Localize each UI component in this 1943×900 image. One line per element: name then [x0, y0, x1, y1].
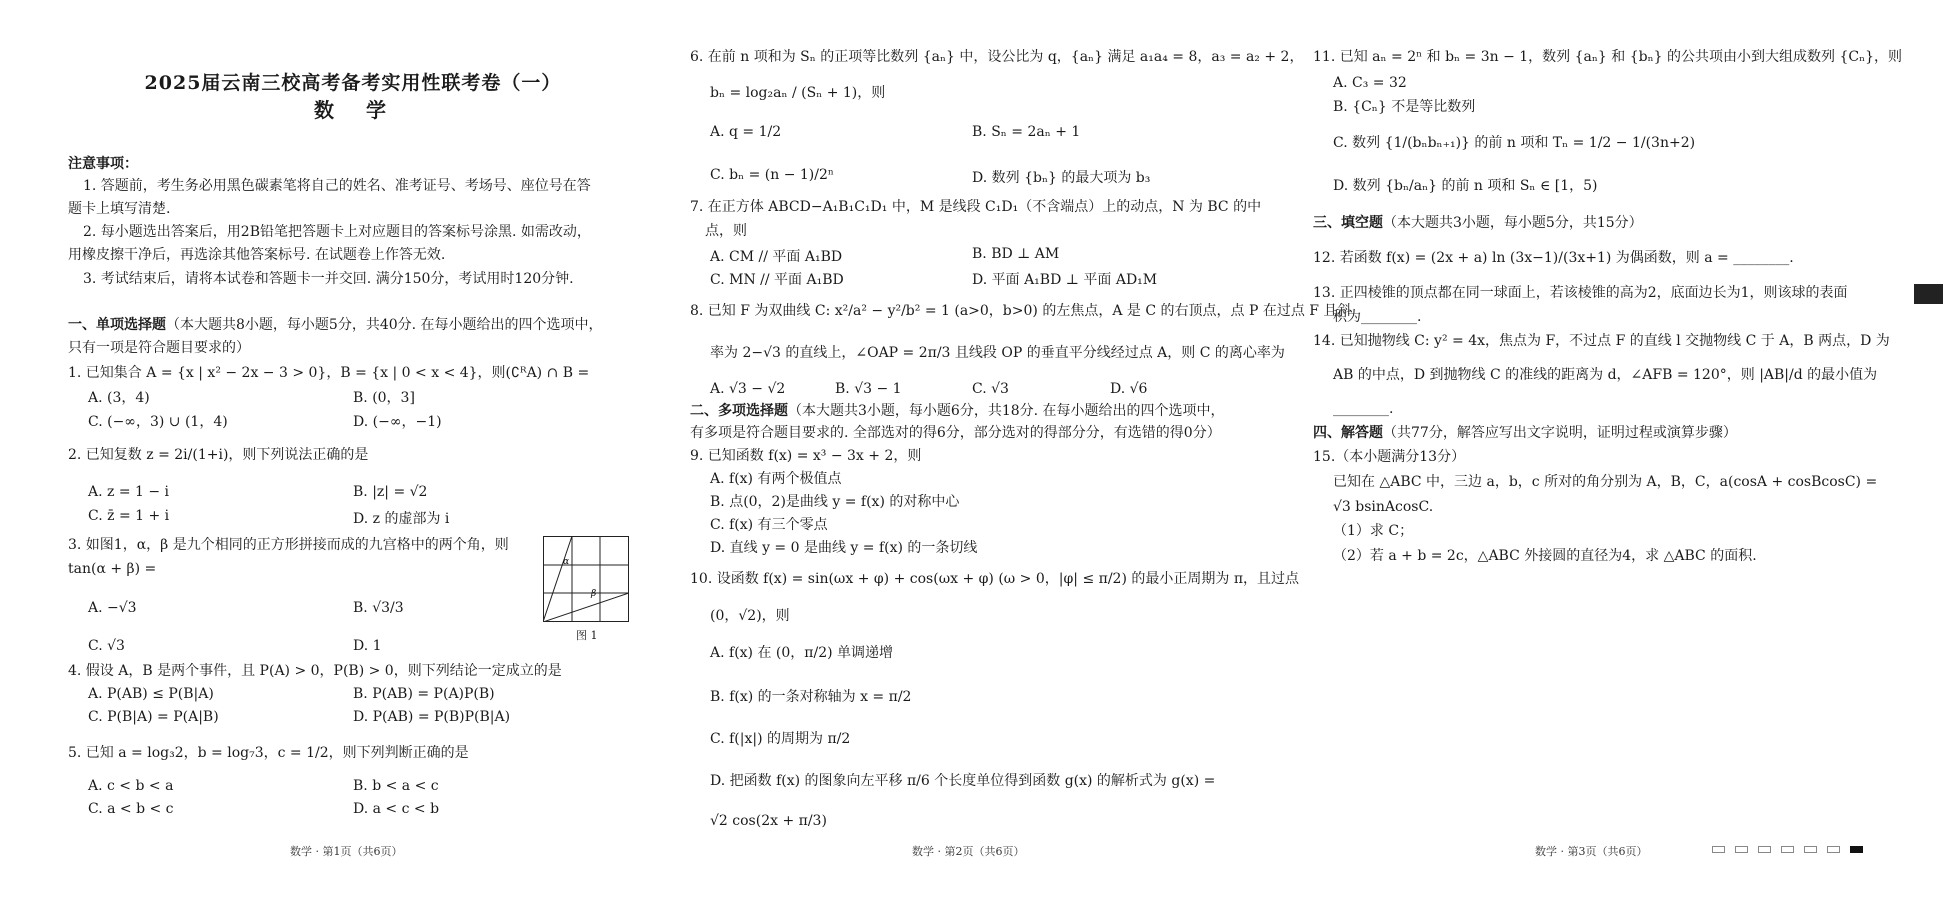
- q7-option-c: C. MN // 平面 A₁BD: [710, 272, 844, 288]
- question-15-line: √3 bsinAcosC.: [1333, 499, 1434, 515]
- question-3-stem-cont: tan(α + β) =: [68, 561, 157, 577]
- question-5-stem: 5. 已知 a = log₃2，b = log₇3，c = 1/2，则下列判断正确的是: [68, 745, 469, 761]
- q8-option-d: D. √6: [1110, 381, 1148, 397]
- q2-option-d: D. z 的虚部为 i: [353, 511, 450, 527]
- q8-option-a: A. √3 − √2: [710, 381, 786, 397]
- q2-option-c: C. z̄ = 1 + i: [88, 508, 170, 524]
- question-13-stem: 13. 正四棱锥的顶点都在同一球面上，若该棱锥的高为2，底面边长为1，则该球的表面: [1313, 285, 1848, 301]
- q9-option-b: B. 点(0，2)是曲线 y = f(x) 的对称中心: [710, 494, 960, 510]
- section-2-desc-cont: 有多项是符合题目要求的. 全部选对的得6分，部分选对的得部分分，有选错的得0分）: [690, 425, 1221, 441]
- question-14-stem: 14. 已知抛物线 C: y² = 4x，焦点为 F，不过点 F 的直线 l 交抛物线 C 于 A，B 两点，D 为: [1313, 333, 1890, 349]
- exam-subject: 数 学: [314, 98, 392, 122]
- section-4-heading: 四、解答题: [1313, 425, 1383, 441]
- page-indicator-dot[interactable]: [1781, 846, 1794, 853]
- q1-option-a: A. (3，4): [88, 390, 150, 406]
- beta-label: β: [591, 589, 597, 599]
- page-footer-3: 数学 · 第3页（共6页）: [1535, 845, 1648, 858]
- q6-option-d: D. 数列 {bₙ} 的最大项为 b₃: [972, 170, 1151, 186]
- page-indicator-dot[interactable]: [1735, 846, 1748, 853]
- question-14-stem-cont2: ________.: [1333, 401, 1394, 417]
- q8-option-c: C. √3: [972, 381, 1009, 397]
- section-1-header: [68, 316, 638, 335]
- section-2-desc: （本大题共3小题，每小题6分，共18分. 在每小题给出的四个选项中，: [788, 403, 1225, 419]
- q11-option-d: D. 数列 {bₙ/aₙ} 的前 n 项和 Sₙ ∈ [1，5): [1333, 178, 1598, 194]
- question-7-stem-cont: 点，则: [705, 223, 747, 239]
- q9-option-a: A. f(x) 有两个极值点: [710, 471, 842, 487]
- q1-option-c: C. (−∞，3) ∪ (1，4): [88, 414, 228, 430]
- q2-option-a: A. z = 1 − i: [88, 484, 170, 500]
- q10-option-d-cont: √2 cos(2x + π/3): [710, 813, 827, 829]
- q7-option-a: A. CM // 平面 A₁BD: [710, 249, 843, 265]
- q4-option-d: D. P(AB) = P(B)P(B|A): [353, 709, 511, 725]
- page-indicator-dot-active[interactable]: [1850, 846, 1863, 853]
- q4-option-a: A. P(AB) ≤ P(B|A): [88, 686, 214, 702]
- q11-option-a: A. C₃ = 32: [1333, 75, 1407, 91]
- q7-option-b: B. BD ⊥ AM: [972, 246, 1060, 262]
- question-15-part-1: （1）求 C；: [1333, 523, 1414, 539]
- q11-option-b: B. {Cₙ} 不是等比数列: [1333, 99, 1476, 115]
- page-footer-1: 数学 · 第1页（共6页）: [290, 845, 403, 858]
- q3-option-c: C. √3: [88, 638, 125, 654]
- q9-option-c: C. f(x) 有三个零点: [710, 517, 828, 533]
- notice-heading: 注意事项：: [68, 156, 138, 172]
- question-14-stem-cont: AB 的中点，D 到抛物线 C 的准线的距离为 d，∠AFB = 120°，则 |AB|/d 的最小值为: [1333, 367, 1878, 383]
- section-2-heading: 二、多项选择题: [690, 403, 788, 419]
- exam-title: 2025届云南三校高考备考实用性联考卷（一）: [144, 72, 562, 94]
- section-4-desc: （共77分，解答应写出文字说明，证明过程或演算步骤）: [1383, 425, 1737, 441]
- section-1-desc: （本大题共8小题，每小题5分，共40分. 在每小题给出的四个选项中，: [166, 317, 603, 333]
- page-indicator-dot[interactable]: [1827, 846, 1840, 853]
- q5-option-a: A. c < b < a: [88, 778, 174, 794]
- question-15-part-2: （2）若 a + b = 2c，△ABC 外接圆的直径为4，求 △ABC 的面积.: [1333, 548, 1757, 564]
- section-3-desc: （本大题共3小题，每小题5分，共15分）: [1383, 215, 1643, 231]
- question-6-stem-cont: bₙ = log₂aₙ / (Sₙ + 1)，则: [710, 85, 886, 101]
- question-6-stem: 6. 在前 n 项和为 Sₙ 的正项等比数列 {aₙ} 中，设公比为 q，{aₙ} 满足 a₁a₄ = 8，a₃ = a₂ + 2，: [690, 49, 1304, 65]
- notice-line: 1. 答题前，考生务必用黑色碳素笔将自己的姓名、准考证号、考场号、座位号在答: [83, 178, 591, 194]
- question-13-stem-cont: 积为________.: [1333, 309, 1422, 325]
- question-3-stem: 3. 如图1，α，β 是九个相同的正方形拼接而成的九宫格中的两个角，则: [68, 537, 509, 553]
- question-12-stem: 12. 若函数 f(x) = (2x + a) ln (3x−1)/(3x+1) 为偶函数，则 a = ________.: [1313, 250, 1794, 266]
- section-3-heading: 三、填空题: [1313, 215, 1383, 231]
- question-4-stem: 4. 假设 A，B 是两个事件，且 P(A) > 0，P(B) > 0，则下列结论一定成立的是: [68, 663, 562, 679]
- section-1-desc-cont: 只有一项是符合题目要求的）: [68, 340, 250, 356]
- question-2-stem: 2. 已知复数 z = 2i/(1+i)，则下列说法正确的是: [68, 447, 369, 463]
- q10-option-b: B. f(x) 的一条对称轴为 x = π/2: [710, 689, 912, 705]
- notice-line: 题卡上填写清楚.: [68, 201, 171, 217]
- q5-option-c: C. a < b < c: [88, 801, 174, 817]
- question-10-stem: 10. 设函数 f(x) = sin(ωx + φ) + cos(ωx + φ) (ω > 0，|φ| ≤ π/2) 的最小正周期为 π，且过点: [690, 571, 1300, 587]
- alpha-label: α: [563, 557, 570, 567]
- question-8-stem-cont: 率为 2−√3 的直线上，∠OAP = 2π/3 且线段 OP 的垂直平分线经过点 A，则 C 的离心率为: [710, 345, 1285, 361]
- q10-option-d: D. 把函数 f(x) 的图象向左平移 π/6 个长度单位得到函数 g(x) 的解析式为 g(x) =: [710, 773, 1216, 789]
- notice-line: 2. 每小题选出答案后，用2B铅笔把答题卡上对应题目的答案标号涂黑. 如需改动，: [83, 224, 591, 240]
- question-11-stem: 11. 已知 aₙ = 2ⁿ 和 bₙ = 3n − 1，数列 {aₙ} 和 {bₙ} 的公共项由小到大组成数列 {Cₙ}，则: [1313, 49, 1903, 65]
- q2-option-b: B. |z| = √2: [353, 484, 428, 500]
- q6-option-a: A. q = 1/2: [710, 124, 782, 140]
- side-tab-marker: [1914, 284, 1943, 304]
- q3-option-b: B. √3/3: [353, 600, 404, 616]
- q8-option-b: B. √3 − 1: [835, 381, 902, 397]
- question-1-stem: 1. 已知集合 A = {x | x² − 2x − 3 > 0}，B = {x | 0 < x < 4}，则(∁ᴿA) ∩ B =: [68, 365, 590, 381]
- page-indicator-dot[interactable]: [1804, 846, 1817, 853]
- page-1: [68, 0, 638, 900]
- figure-1-caption: 图 1: [576, 629, 598, 642]
- notice-line: 用橡皮擦干净后，再选涂其他答案标号. 在试题卷上作答无效.: [68, 247, 446, 263]
- question-10-stem-cont: (0，√2)，则: [710, 608, 790, 624]
- q10-option-c: C. f(|x|) 的周期为 π/2: [710, 731, 851, 747]
- q3-option-a: A. −√3: [88, 600, 137, 616]
- question-15-head: 15.（本小题满分13分）: [1313, 449, 1466, 465]
- q4-option-b: B. P(AB) = P(A)P(B): [353, 686, 495, 702]
- q10-option-a: A. f(x) 在 (0，π/2) 单调递增: [710, 645, 894, 661]
- q5-option-d: D. a < c < b: [353, 801, 440, 817]
- q1-option-b: B. (0，3]: [353, 390, 415, 406]
- section-1-heading: 一、单项选择题: [68, 317, 166, 333]
- page-3: [1313, 0, 1903, 900]
- question-7-stem: 7. 在正方体 ABCD−A₁B₁C₁D₁ 中，M 是线段 C₁D₁（不含端点）上的动点，N 为 BC 的中: [690, 199, 1262, 215]
- q9-option-d: D. 直线 y = 0 是曲线 y = f(x) 的一条切线: [710, 540, 978, 556]
- page-indicator-dot[interactable]: [1758, 846, 1771, 853]
- q6-option-c: C. bₙ = (n − 1)/2ⁿ: [710, 167, 834, 183]
- q4-option-c: C. P(B|A) = P(A|B): [88, 709, 219, 725]
- q6-option-b: B. Sₙ = 2aₙ + 1: [972, 124, 1081, 140]
- section-4-header: [1313, 424, 1888, 443]
- page-indicator-dot[interactable]: [1712, 846, 1725, 853]
- question-9-stem: 9. 已知函数 f(x) = x³ − 3x + 2，则: [690, 448, 922, 464]
- nine-grid-figure: [543, 536, 629, 622]
- q7-option-d: D. 平面 A₁BD ⊥ 平面 AD₁M: [972, 272, 1158, 288]
- page-footer-2: 数学 · 第2页（共6页）: [912, 845, 1025, 858]
- q11-option-c: C. 数列 {1/(bₙbₙ₊₁)} 的前 n 项和 Tₙ = 1/2 − 1/(3n+2): [1333, 135, 1696, 151]
- question-8-stem: 8. 已知 F 为双曲线 C: x²/a² − y²/b² = 1 (a>0，b>0) 的左焦点，A 是 C 的右顶点，点 P 在过点 F 且斜: [690, 303, 1352, 319]
- q5-option-b: B. b < a < c: [353, 778, 439, 794]
- notice-line: 3. 考试结束后，请将本试卷和答题卡一并交回. 满分150分，考试用时120分钟.: [83, 271, 574, 287]
- section-2-header: [690, 402, 1255, 421]
- q3-option-d: D. 1: [353, 638, 382, 654]
- q1-option-d: D. (−∞，−1): [353, 414, 442, 430]
- section-3-header: [1313, 214, 1888, 233]
- page-indicator: [1712, 846, 1863, 853]
- question-15-line: 已知在 △ABC 中，三边 a，b，c 所对的角分别为 A，B，C，a(cosA + cosBcosC) =: [1333, 474, 1878, 490]
